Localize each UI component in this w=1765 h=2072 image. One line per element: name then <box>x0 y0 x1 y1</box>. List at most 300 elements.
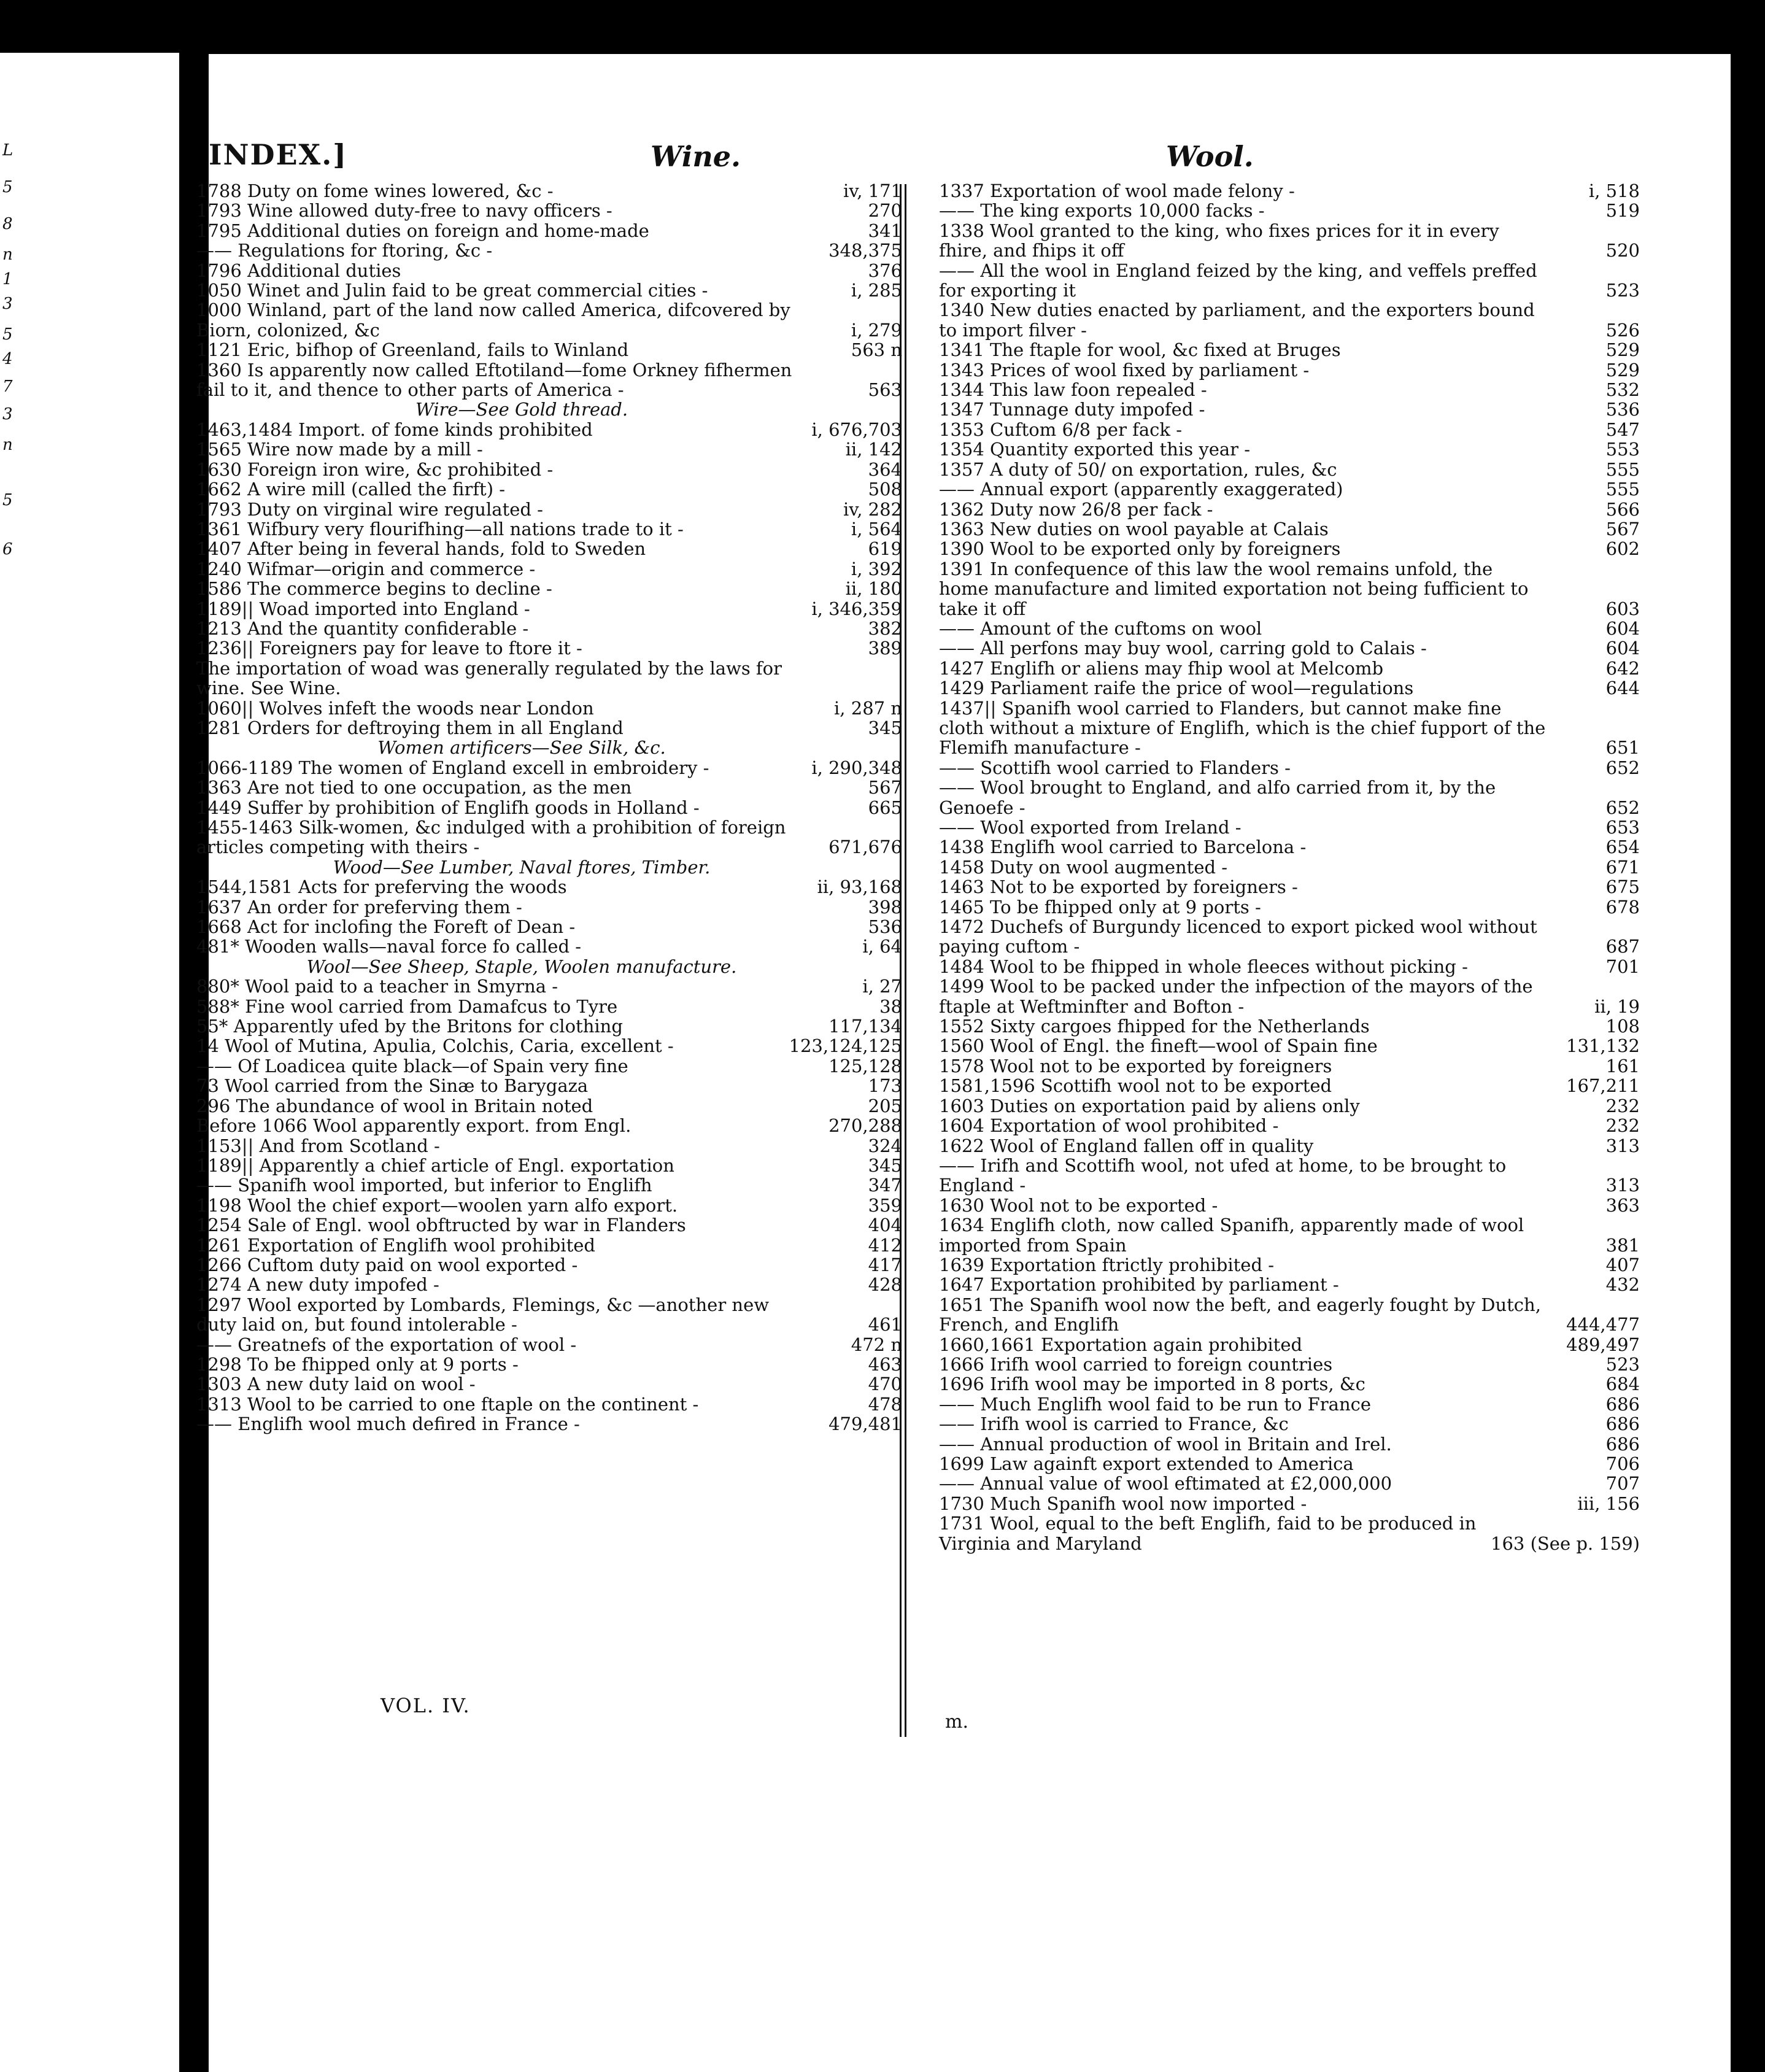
entry-text: 1472 Duchefs of Burgundy licenced to export picked wool without paying cuftom - <box>939 916 1537 957</box>
entry-page-reference: iii, 156 <box>1577 1493 1640 1514</box>
index-entry <box>196 1076 902 1096</box>
entry-text: 1362 Duty now 26/8 per fack - <box>939 498 1213 520</box>
entry-text: 1361 Wifbury very flourifhing—all nations trade to it - <box>196 518 684 539</box>
index-entry <box>939 957 1640 976</box>
entry-text: 1153|| And from Scotland - <box>196 1135 440 1156</box>
index-entry <box>939 1056 1640 1076</box>
entry-page-reference: 364 <box>868 458 902 480</box>
entry-page-reference: 686 <box>1605 1393 1640 1415</box>
index-entry <box>939 1036 1640 1056</box>
entry-page-reference: 463 <box>868 1353 902 1375</box>
index-entry <box>196 1335 902 1355</box>
entry-text: —— All the wool in England feized by the king, and veffels preffed for exporting it <box>939 260 1537 301</box>
entry-text: 1391 In confequence of this law the wool remains unfold, the home manufacture and limited exportation not being fufficient to take it off <box>939 558 1529 619</box>
entry-text: —— Annual production of wool in Britain and Irel. <box>939 1433 1392 1455</box>
entry-page-reference: 529 <box>1605 339 1640 361</box>
index-entry <box>939 857 1640 877</box>
entry-text: —— Englifh wool much defired in France - <box>196 1413 580 1435</box>
entry-text: 1274 A new duty impofed - <box>196 1274 439 1296</box>
entry-text: 1189|| Apparently a chief article of Engl. exportation <box>196 1154 674 1176</box>
entry-text: 1666 Irifh wool carried to foreign countries <box>939 1353 1333 1375</box>
entry-text: 1363 Are not tied to one occupation, as the men <box>196 777 632 798</box>
index-entry <box>939 300 1640 340</box>
entry-page-reference: 555 <box>1605 479 1640 500</box>
index-entry <box>196 877 902 897</box>
index-entry <box>196 221 902 241</box>
index-entry <box>939 261 1640 301</box>
entry-text: 1189|| Woad imported into England - <box>196 598 530 619</box>
index-entry <box>196 1016 902 1036</box>
entry-page-reference: 389 <box>868 638 902 659</box>
entry-page-reference: 707 <box>1605 1473 1640 1494</box>
entry-page-reference: 131,132 <box>1566 1035 1640 1057</box>
facing-page-fragment: n <box>2 245 13 264</box>
entry-text: 1662 A wire mill (called the firft) - <box>196 479 506 500</box>
index-entry <box>196 718 902 738</box>
entry-text: 1354 Quantity exported this year - <box>939 439 1251 460</box>
entry-text: 1499 Wool to be packed under the infpection of the mayors of the ftaple at Weftminfter and Bofton - <box>939 976 1533 1017</box>
entry-page-reference: i, 290,348 <box>811 757 902 778</box>
entry-page-reference: 602 <box>1605 538 1640 560</box>
entry-page-reference: 341 <box>868 220 902 241</box>
right-index-column <box>939 181 1640 1553</box>
entry-page-reference: 324 <box>868 1135 902 1156</box>
entry-text: —— Regulations for ftoring, &c - <box>196 240 493 261</box>
entry-page-reference: 108 <box>1605 1016 1640 1037</box>
entry-page-reference: 479,481 <box>828 1413 902 1435</box>
entry-text: 1730 Much Spanifh wool now imported - <box>939 1493 1307 1514</box>
column-divider <box>905 184 906 1737</box>
index-entry <box>196 1394 902 1414</box>
entry-page-reference: 376 <box>868 260 902 281</box>
index-entry <box>939 1434 1640 1454</box>
entry-page-reference: 519 <box>1605 200 1640 222</box>
entry-text: 1544,1581 Acts for preferving the woods <box>196 876 567 898</box>
entry-page-reference: 313 <box>1605 1135 1640 1156</box>
index-entry <box>196 479 902 499</box>
index-entry <box>939 1335 1640 1355</box>
entry-text: 1353 Cuftom 6/8 per fack - <box>939 419 1183 440</box>
entry-text: 1060|| Wolves infeft the woods near London <box>196 697 594 719</box>
page-edge <box>1731 54 1765 2072</box>
entry-page-reference: 687 <box>1605 936 1640 957</box>
entry-text: 1240 Wifmar—origin and commerce - <box>196 558 536 579</box>
entry-page-reference: 381 <box>1605 1234 1640 1256</box>
entry-page-reference: ii, 93,168 <box>817 876 902 898</box>
entry-page-reference: 382 <box>868 617 902 639</box>
index-entry <box>196 181 902 201</box>
index-heading: INDEX.] <box>209 138 347 171</box>
entry-page-reference: 701 <box>1605 956 1640 977</box>
index-entry <box>939 539 1640 559</box>
entry-text: 1463 Not to be exported by foreigners - <box>939 876 1298 898</box>
entry-page-reference: 412 <box>868 1234 902 1256</box>
index-entry <box>196 1136 902 1156</box>
entry-page-reference: i, 287 n <box>834 697 902 719</box>
index-entry <box>939 1374 1640 1394</box>
entry-page-reference: 603 <box>1605 598 1640 619</box>
entry-page-reference: i, 564 <box>851 518 902 539</box>
entry-page-reference: 489,497 <box>1566 1334 1640 1355</box>
index-entry <box>196 897 902 917</box>
entry-page-reference: 536 <box>868 916 902 938</box>
entry-text: 1340 New duties enacted by parliament, and the exporters bound to import filver - <box>939 300 1535 341</box>
entry-text: 1360 Is apparently now called Eftotiland—fome Orkney fifhermen fail to it, and thence to other parts of America - <box>196 359 792 401</box>
index-entry <box>196 1175 902 1195</box>
entry-text: 1788 Duty on fome wines lowered, &c - <box>196 180 554 201</box>
entry-text: 1254 Sale of Engl. wool obftructed by war in Flanders <box>196 1215 686 1236</box>
index-entry <box>196 917 902 937</box>
entry-text: —— Much Englifh wool faid to be run to France <box>939 1393 1372 1415</box>
entry-text: 1668 Act for inclofing the Foreft of Dean - <box>196 916 576 938</box>
entry-page-reference: 345 <box>868 1154 902 1176</box>
facing-page-fragment: 7 <box>2 377 13 396</box>
entry-text: 880* Wool paid to a teacher in Smyrna - <box>196 976 558 997</box>
entry-text: —— Irifh and Scottifh wool, not ufed at home, to be brought to England - <box>939 1154 1507 1196</box>
entry-page-reference: 651 <box>1605 737 1640 759</box>
index-entry <box>196 241 902 260</box>
entry-text: 1357 A duty of 50/ on exportation, rules, &c <box>939 458 1337 480</box>
entry-text: Wool—See Sheep, Staple, Woolen manufacture. <box>306 956 737 977</box>
entry-page-reference: 675 <box>1605 876 1640 898</box>
entry-text: 1581,1596 Scottifh wool not to be exported <box>939 1075 1332 1097</box>
entry-page-reference: 653 <box>1605 817 1640 838</box>
entry-text: 1660,1661 Exportation again prohibited <box>939 1334 1303 1355</box>
entry-page-reference: 232 <box>1605 1115 1640 1137</box>
entry-page-reference: 532 <box>1605 379 1640 401</box>
entry-page-reference: 461 <box>868 1314 902 1336</box>
index-entry <box>196 1036 902 1056</box>
entry-text: 1793 Wine allowed duty-free to navy officers - <box>196 200 612 222</box>
facing-page-edge <box>0 53 179 2072</box>
index-entry <box>939 460 1640 479</box>
index-entry <box>939 519 1640 539</box>
entry-text: 1731 Wool, equal to the beft Englifh, faid to be produced in Virginia and Maryland <box>939 1513 1477 1554</box>
signature-mark: m. <box>945 1711 968 1733</box>
entry-text: 1639 Exportation ftrictly prohibited - <box>939 1254 1275 1275</box>
entry-page-reference: 555 <box>1605 458 1640 480</box>
index-entry <box>939 659 1640 678</box>
entry-page-reference: 536 <box>1605 399 1640 420</box>
index-entry <box>939 479 1640 499</box>
index-entry <box>196 798 902 818</box>
entry-text: 588* Fine wool carried from Damafcus to Tyre <box>196 995 618 1017</box>
entry-text: —— Of Loadicea quite black—of Spain very fine <box>196 1055 628 1077</box>
entry-text: —— Scottifh wool carried to Flanders - <box>939 757 1291 778</box>
index-entry <box>196 559 902 579</box>
index-entry <box>196 857 902 877</box>
facing-page-fragment: 5 <box>2 325 13 344</box>
index-entry <box>196 1275 902 1294</box>
entry-page-reference: 167,211 <box>1566 1075 1640 1097</box>
index-entry <box>196 1096 902 1116</box>
entry-page-reference: 270,288 <box>828 1115 902 1137</box>
entry-page-reference: 520 <box>1605 240 1640 261</box>
entry-page-reference: 417 <box>868 1254 902 1275</box>
entry-text: Wood—See Lumber, Naval ftores, Timber. <box>333 856 711 878</box>
entry-text: 1066-1189 The women of England excell in embroidery - <box>196 757 709 778</box>
entry-page-reference: iv, 171 <box>843 180 902 201</box>
entry-text: 1198 Wool the chief export—woolen yarn alfo export. <box>196 1194 678 1216</box>
index-entry <box>196 1056 902 1076</box>
entry-text: 1437|| Spanifh wool carried to Flanders, but cannot make fine cloth without a mixture of Englifh, which is the chief fupport of the Flemifh manufacture - <box>939 697 1546 759</box>
index-entry <box>196 1355 902 1374</box>
entry-text: 1647 Exportation prohibited by parliament - <box>939 1274 1339 1296</box>
facing-page-fragment: 8 <box>2 215 13 233</box>
index-entry <box>939 638 1640 658</box>
index-entry <box>939 1215 1640 1255</box>
index-entry <box>939 758 1640 778</box>
facing-page-fragment: 3 <box>2 295 13 313</box>
index-entry <box>196 1215 902 1235</box>
entry-page-reference: 529 <box>1605 359 1640 381</box>
index-entry <box>196 1295 902 1335</box>
index-entry <box>196 340 902 360</box>
index-entry <box>939 619 1640 638</box>
index-entry <box>939 559 1640 619</box>
index-entry <box>196 280 902 300</box>
entry-text: 296 The abundance of wool in Britain noted <box>196 1095 593 1116</box>
entry-page-reference: i, 392 <box>851 558 902 579</box>
entry-text: 55* Apparently ufed by the Britons for clothing <box>196 1016 623 1037</box>
facing-page-fragment: 6 <box>2 540 13 559</box>
entry-page-reference: 523 <box>1605 280 1640 301</box>
entry-page-reference: 398 <box>868 896 902 918</box>
index-entry <box>196 698 902 718</box>
entry-page-reference: 359 <box>868 1194 902 1216</box>
entry-page-reference: 313 <box>1605 1175 1640 1196</box>
entry-page-reference: ii, 142 <box>845 439 902 460</box>
entry-page-reference: 553 <box>1605 439 1640 460</box>
entry-text: 1630 Foreign iron wire, &c prohibited - <box>196 458 554 480</box>
entry-page-reference: ii, 180 <box>845 578 902 600</box>
entry-text: —— Spanifh wool imported, but inferior to Englifh <box>196 1175 652 1196</box>
index-entry <box>196 1255 902 1275</box>
entry-text: 1622 Wool of England fallen off in quality <box>939 1135 1314 1156</box>
entry-page-reference: 404 <box>868 1215 902 1236</box>
index-entry <box>939 1136 1640 1156</box>
index-entry <box>939 1474 1640 1493</box>
entry-text: 1634 Englifh cloth, now called Spanifh, apparently made of wool imported from Spain <box>939 1215 1524 1256</box>
index-entry <box>196 738 902 757</box>
index-entry <box>196 579 902 598</box>
entry-page-reference: 508 <box>868 479 902 500</box>
index-entry <box>196 976 902 996</box>
index-entry <box>196 638 902 658</box>
entry-page-reference: 232 <box>1605 1095 1640 1116</box>
index-entry <box>939 917 1640 957</box>
entry-page-reference: 470 <box>868 1374 902 1395</box>
entry-text: Women artificers—See Silk, &c. <box>377 737 666 759</box>
entry-text: —— Annual export (apparently exaggerated) <box>939 479 1343 500</box>
entry-page-reference: 347 <box>868 1175 902 1196</box>
index-entry <box>196 460 902 479</box>
facing-page-fragment: 3 <box>2 405 13 423</box>
entry-text: 1578 Wool not to be exported by foreigners <box>939 1055 1332 1077</box>
entry-page-reference: i, 285 <box>851 280 902 301</box>
entry-page-reference: 604 <box>1605 617 1640 639</box>
entry-page-reference: 567 <box>868 777 902 798</box>
index-entry <box>196 1196 902 1215</box>
entry-page-reference: 173 <box>868 1075 902 1097</box>
entry-page-reference: 604 <box>1605 638 1640 659</box>
index-entry <box>196 1116 902 1135</box>
entry-text: 1337 Exportation of wool made felony - <box>939 180 1295 201</box>
index-entry <box>939 1494 1640 1513</box>
entry-text: 1651 The Spanifh wool now the beft, and eagerly fought by Dutch, French, and Englifh <box>939 1294 1541 1336</box>
entry-page-reference: ii, 19 <box>1594 995 1640 1017</box>
entry-page-reference: 671 <box>1605 856 1640 878</box>
entry-text: 1465 To be fhipped only at 9 ports - <box>939 896 1261 918</box>
index-entry <box>939 1295 1640 1335</box>
entry-page-reference: i, 27 <box>862 976 902 997</box>
index-entry <box>196 439 902 459</box>
entry-page-reference: 407 <box>1605 1254 1640 1275</box>
entry-text: 1303 A new duty laid on wool - <box>196 1374 476 1395</box>
entry-page-reference: 678 <box>1605 896 1640 918</box>
entry-text: —— Wool exported from Ireland - <box>939 817 1242 838</box>
entry-text: 1463,1484 Import. of fome kinds prohibited <box>196 419 593 440</box>
entry-text: 1793 Duty on virginal wire regulated - <box>196 498 543 520</box>
entry-page-reference: i, 676,703 <box>811 419 902 440</box>
entry-text: 1438 Englifh wool carried to Barcelona - <box>939 837 1307 858</box>
entry-text: 1407 After being in feveral hands, fold to Sweden <box>196 538 646 560</box>
index-entry <box>196 659 902 698</box>
entry-text: 1796 Additional duties <box>196 260 401 281</box>
entry-page-reference: 117,134 <box>828 1016 902 1037</box>
index-entry <box>196 201 902 220</box>
entry-page-reference: 563 n <box>851 339 902 361</box>
index-entry <box>939 778 1640 818</box>
entry-page-reference: 654 <box>1605 837 1640 858</box>
entry-text: 1552 Sixty cargoes fhipped for the Netherlands <box>939 1016 1370 1037</box>
entry-page-reference: 652 <box>1605 757 1640 778</box>
index-entry <box>196 539 902 559</box>
index-entry <box>939 360 1640 380</box>
entry-page-reference: 444,477 <box>1566 1314 1640 1336</box>
entry-text: 1050 Winet and Julin faid to be great commercial cities - <box>196 280 708 301</box>
entry-page-reference: 642 <box>1605 657 1640 679</box>
entry-text: 1213 And the quantity confiderable - <box>196 617 529 639</box>
entry-text: The importation of woad was generally regulated by the laws for wine. See Wine. <box>196 657 782 699</box>
entry-text: 1347 Tunnage duty impofed - <box>939 399 1205 420</box>
facing-page-fragment: 5 <box>2 491 13 509</box>
entry-page-reference: iv, 282 <box>843 498 902 520</box>
entry-text: 1363 New duties on wool payable at Calais <box>939 518 1329 539</box>
index-entry <box>939 678 1640 698</box>
index-entry <box>939 221 1640 261</box>
entry-text: 1637 An order for preferving them - <box>196 896 522 918</box>
index-entry <box>939 837 1640 857</box>
index-entry <box>196 500 902 519</box>
entry-page-reference: 652 <box>1605 797 1640 818</box>
entry-page-reference: 671,676 <box>828 837 902 858</box>
entry-page-reference: 125,128 <box>828 1055 902 1077</box>
entry-text: 1338 Wool granted to the king, who fixes prices for it in every fhire, and fhips it off <box>939 220 1499 261</box>
entry-page-reference: 665 <box>868 797 902 818</box>
index-entry <box>939 181 1640 201</box>
entry-page-reference: 478 <box>868 1393 902 1415</box>
entry-text: 481* Wooden walls—naval force fo called - <box>196 936 582 957</box>
entry-text: —— The king exports 10,000 facks - <box>939 200 1265 222</box>
entry-text: Wire—See Gold thread. <box>415 399 628 420</box>
index-entry <box>939 1414 1640 1434</box>
entry-text: 1390 Wool to be exported only by foreigners <box>939 538 1341 560</box>
entry-page-reference: 686 <box>1605 1433 1640 1455</box>
index-entry <box>196 937 902 956</box>
entry-text: 1458 Duty on wool augmented - <box>939 856 1228 878</box>
entry-page-reference: 686 <box>1605 1413 1640 1435</box>
facing-page-fragment: 1 <box>2 270 13 288</box>
entry-text: 1630 Wool not to be exported - <box>939 1194 1218 1216</box>
entry-text: 1699 Law againft export extended to America <box>939 1453 1354 1474</box>
index-entry <box>939 897 1640 917</box>
entry-page-reference: 644 <box>1605 678 1640 699</box>
entry-page-reference: 428 <box>868 1274 902 1296</box>
entry-page-reference: 432 <box>1605 1274 1640 1296</box>
index-entry <box>939 877 1640 897</box>
entry-page-reference: i, 279 <box>851 319 902 341</box>
left-column-title: Wine. <box>651 140 741 173</box>
index-entry <box>196 1374 902 1394</box>
entry-page-reference: 205 <box>868 1095 902 1116</box>
entry-text: 14 Wool of Mutina, Apulia, Colchis, Caria, excellent - <box>196 1035 674 1057</box>
index-entry <box>196 420 902 439</box>
entry-text: 1121 Eric, bifhop of Greenland, fails to Winland <box>196 339 629 361</box>
index-entry <box>939 1355 1640 1374</box>
left-index-column <box>196 181 902 1434</box>
entry-text: 1795 Additional duties on foreign and home-made <box>196 220 649 241</box>
entry-text: 1313 Wool to be carried to one ftaple on the continent - <box>196 1393 699 1415</box>
index-entry <box>939 1255 1640 1275</box>
entry-text: 1455-1463 Silk-women, &c indulged with a prohibition of foreign articles competing with theirs - <box>196 817 786 858</box>
entry-text: —— Irifh wool is carried to France, &c <box>939 1413 1289 1435</box>
index-entry <box>196 758 902 778</box>
entry-text: 1449 Suffer by prohibition of Englifh goods in Holland - <box>196 797 700 818</box>
entry-page-reference: 270 <box>868 200 902 222</box>
index-entry <box>939 1156 1640 1196</box>
index-entry <box>196 519 902 539</box>
entry-text: —— Annual value of wool eftimated at £2,000,000 <box>939 1473 1392 1494</box>
entry-page-reference: 526 <box>1605 319 1640 341</box>
index-entry <box>196 360 902 400</box>
entry-text: 1261 Exportation of Englifh wool prohibited <box>196 1234 595 1256</box>
entry-page-reference: i, 64 <box>862 936 902 957</box>
index-entry <box>939 1275 1640 1294</box>
entry-text: 1484 Wool to be fhipped in whole fleeces without picking - <box>939 956 1468 977</box>
index-entry <box>939 1096 1640 1116</box>
entry-text: 1266 Cuftom duty paid on wool exported - <box>196 1254 578 1275</box>
entry-page-reference: 123,124,125 <box>789 1035 902 1057</box>
index-entry <box>196 400 902 419</box>
index-entry <box>939 1513 1640 1553</box>
index-entry <box>196 1156 902 1175</box>
entry-text: —— Greatnefs of the exportation of wool - <box>196 1334 577 1355</box>
entry-text: 1000 Winland, part of the land now called America, difcovered by Biorn, colonized, &c <box>196 300 790 341</box>
entry-page-reference: 547 <box>1605 419 1640 440</box>
entry-page-reference: 348,375 <box>828 240 902 261</box>
entry-text: 1427 Englifh or aliens may fhip wool at Melcomb <box>939 657 1384 679</box>
index-entry <box>939 1116 1640 1135</box>
index-entry <box>196 1235 902 1255</box>
entry-text: 1281 Orders for deftroying them in all England <box>196 717 624 738</box>
entry-page-reference: 567 <box>1605 518 1640 539</box>
index-entry <box>196 619 902 638</box>
index-entry <box>939 1454 1640 1474</box>
entry-text: 1586 The commerce begins to decline - <box>196 578 552 600</box>
index-entry <box>196 957 902 976</box>
entry-page-reference: 472 n <box>851 1334 902 1355</box>
